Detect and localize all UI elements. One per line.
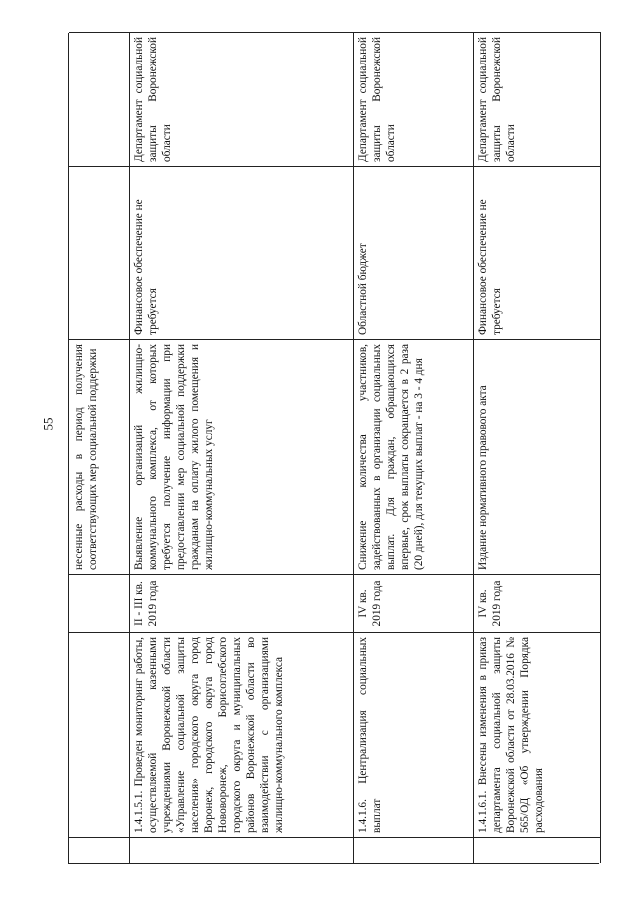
- result-cell: несенные расходы в период получения соответствующих мер социальной поддержки: [69, 339, 129, 574]
- table-row: [473, 32, 601, 863]
- action-cell: 1.4.1.6. Централизация социальных выплат: [353, 632, 473, 837]
- index-cell: [473, 837, 600, 863]
- executor-cell: Департамент социальной защиты Воронежской области: [353, 32, 473, 166]
- funding-cell: Областной бюджет: [353, 166, 473, 339]
- funding-cell: [69, 166, 129, 339]
- funding-cell: Финансовое обеспечение не требуется: [473, 166, 600, 339]
- deadline-cell: IV кв. 2019 года: [353, 574, 473, 632]
- executor-cell: [69, 32, 129, 166]
- table-row: [129, 32, 354, 863]
- index-cell: [69, 837, 129, 863]
- result-cell: Издание нормативного правового акта: [473, 339, 600, 574]
- executor-cell: Департамент социальной защиты Воронежской области: [473, 32, 600, 166]
- page-number: 55: [40, 417, 55, 431]
- table-row: [353, 32, 474, 863]
- action-cell: 1.4.1.6.1. Внесены изменения в приказ департамента социальной защиты Воронежской области от 28.03.2016 № 565/ОД «Об утверждении Порядка расходования: [473, 632, 600, 837]
- table-grid: [68, 33, 599, 864]
- result-cell: Снижение количества участников, задействованных в организации социальных выплат. Для граждан, обращающихся впервые, срок выплаты сокращается в 2 раза (20 дней), для текущих выплат - на 3 - 4 дня: [353, 339, 473, 574]
- deadline-cell: [69, 574, 129, 632]
- index-cell: [129, 837, 353, 863]
- action-cell: 1.4.1.5.1. Проведен мониторинг работы, осуществляемой казенными учреждениями Воронежской области «Управление социальной защиты населения» городского округа город Воронеж, городского округа город Нововоронеж, Борисоглебского городского округа и муниципальных районов Воронежской области во взаимодействии с организациями жилищно-коммунального комплекса: [129, 632, 353, 837]
- rotated-table: [68, 33, 599, 864]
- deadline-cell: II - III кв. 2019 года: [129, 574, 353, 632]
- funding-cell: Финансовое обеспечение не требуется: [129, 166, 353, 339]
- result-cell: Выявление организаций жилищно-коммунального комплекса, от которых требуется получение информации при предоставлении мер социальной поддержки гражданам на оплату жилого помещения и жилищно-коммунальных услуг: [129, 339, 353, 574]
- executor-cell: Департамент социальной защиты Воронежской области: [129, 32, 353, 166]
- table-row: [69, 32, 130, 863]
- deadline-cell: IV кв. 2019 года: [473, 574, 600, 632]
- action-cell: [69, 632, 129, 837]
- index-cell: [353, 837, 473, 863]
